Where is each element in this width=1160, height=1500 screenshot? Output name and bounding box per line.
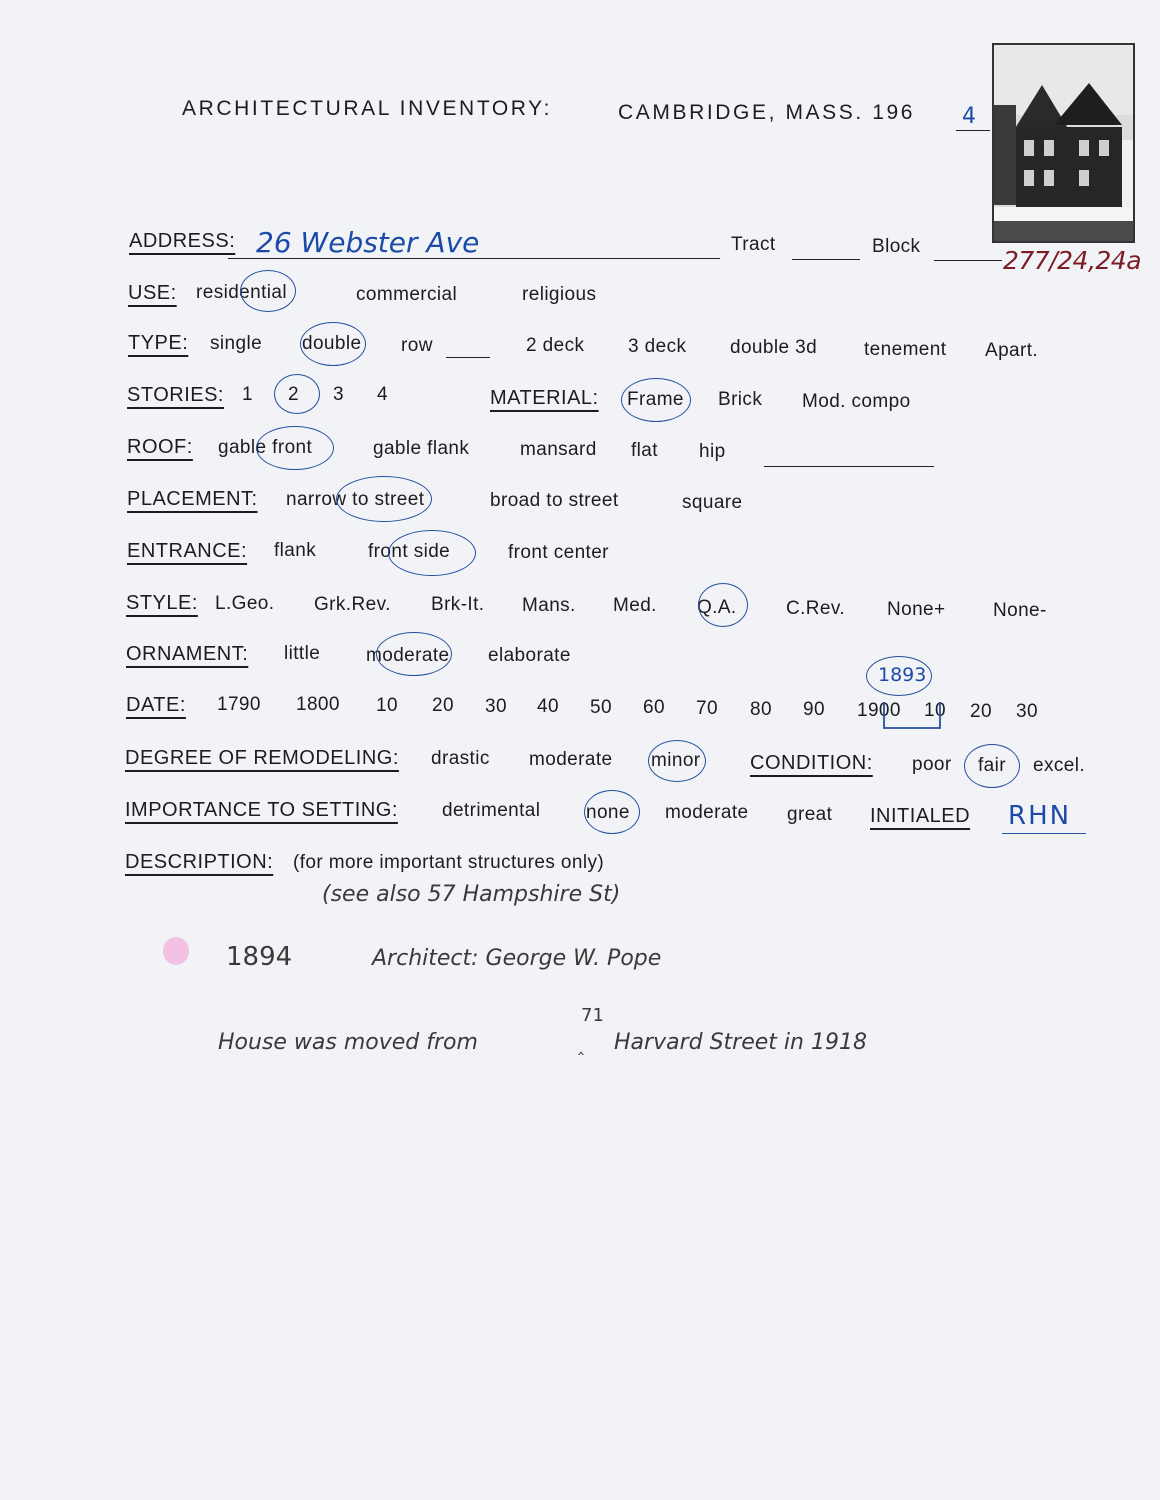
stories-selection-circle — [274, 374, 320, 414]
style-option-grk-rev: Grk.Rev. — [314, 594, 391, 615]
stories-option-4: 4 — [377, 384, 388, 405]
initialed-line — [1002, 833, 1086, 834]
use-option-commercial: commercial — [356, 284, 458, 305]
date-option-1910: 10 — [924, 700, 946, 721]
roof-other-line — [764, 466, 934, 467]
condition-option-poor: poor — [912, 754, 952, 775]
style-option-qa: Q.A. — [697, 597, 737, 618]
ornament-option-little: little — [284, 643, 321, 664]
style-option-l-geo: L.Geo. — [215, 593, 275, 614]
address-line — [228, 258, 720, 259]
ornament-label: ORNAMENT: — [126, 643, 249, 665]
style-selection-circle — [698, 583, 748, 627]
date-option-1840: 40 — [537, 696, 559, 717]
tract-line — [792, 259, 860, 260]
date-option-1930: 30 — [1016, 701, 1038, 722]
material-option-mod-compo: Mod. compo — [802, 391, 911, 412]
style-option-brk-it: Brk-It. — [431, 594, 485, 615]
roof-option-hip: hip — [699, 441, 726, 462]
description-moved-number: 71 — [581, 1005, 604, 1026]
date-option-1870: 70 — [696, 698, 718, 719]
importance-option-none: none — [586, 802, 630, 823]
material-selection-circle — [621, 378, 691, 422]
roof-option-mansard: mansard — [520, 439, 597, 460]
stories-option-3: 3 — [333, 384, 344, 405]
block-line — [934, 260, 1002, 261]
date-range-bracket — [880, 700, 950, 734]
address-label: ADDRESS: — [129, 230, 236, 252]
year-underline — [956, 130, 990, 131]
tract-label: Tract — [731, 234, 776, 255]
caret-insert-mark: ‸ — [578, 1035, 585, 1056]
house-photo-icon — [994, 45, 1135, 243]
material-option-frame: Frame — [627, 389, 684, 410]
style-option-med: Med. — [613, 595, 657, 616]
form-title: ARCHITECTURAL INVENTORY: — [182, 97, 553, 120]
style-option-none-minus: None- — [993, 600, 1047, 621]
description-moved-prefix: House was moved from — [218, 1030, 478, 1055]
type-option-3-deck: 3 deck — [628, 336, 687, 357]
importance-option-detrimental: detrimental — [442, 800, 541, 821]
style-option-c-rev: C.Rev. — [786, 598, 846, 619]
type-option-double: double — [302, 333, 362, 354]
stories-label: STORIES: — [127, 384, 224, 406]
use-label: USE: — [128, 282, 177, 304]
form-city: CAMBRIDGE, MASS. 196 — [618, 101, 916, 124]
type-selection-circle — [300, 322, 366, 366]
date-option-1800: 1800 — [296, 694, 340, 715]
remodeling-selection-circle — [648, 740, 706, 782]
date-label: DATE: — [126, 694, 186, 716]
initialed-label: INITIALED — [870, 805, 971, 827]
remodeling-option-minor: minor — [651, 750, 701, 771]
date-option-1820: 20 — [432, 695, 454, 716]
ornament-option-elaborate: elaborate — [488, 645, 571, 666]
description-note: (for more important structures only) — [293, 852, 605, 873]
style-option-none-plus: None+ — [887, 599, 946, 620]
material-label: MATERIAL: — [490, 387, 599, 409]
roof-option-gable-front: gable front — [218, 437, 313, 458]
placement-option-square: square — [682, 492, 743, 513]
year-digit: 4 — [962, 104, 976, 129]
use-option-residential: residential — [196, 282, 288, 303]
initialed-value: RHN — [1008, 801, 1072, 831]
date-annotation: 1893 — [878, 664, 927, 686]
entrance-label: ENTRANCE: — [127, 540, 248, 562]
type-option-tenement: tenement — [864, 339, 947, 360]
date-option-1890: 90 — [803, 699, 825, 720]
description-architect: Architect: George W. Pope — [372, 946, 662, 971]
date-option-1790: 1790 — [217, 694, 261, 715]
use-option-religious: religious — [522, 284, 597, 305]
block-value: 277/24,24a — [1003, 246, 1142, 275]
type-label: TYPE: — [128, 332, 189, 354]
remodeling-label: DEGREE OF REMODELING: — [125, 747, 399, 769]
type-option-double-3d: double 3d — [730, 337, 818, 358]
date-option-1850: 50 — [590, 697, 612, 718]
material-option-brick: Brick — [718, 389, 763, 410]
importance-label: IMPORTANCE TO SETTING: — [125, 799, 398, 821]
condition-label: CONDITION: — [750, 752, 873, 774]
type-option-single: single — [210, 333, 263, 354]
ornament-selection-circle — [376, 632, 452, 676]
date-option-1900: 1900 — [857, 700, 901, 721]
type-option-2-deck: 2 deck — [526, 335, 585, 356]
style-option-mans: Mans. — [522, 595, 576, 616]
condition-selection-circle — [964, 744, 1020, 788]
roof-option-gable-flank: gable flank — [373, 438, 470, 459]
entrance-option-front-center: front center — [508, 542, 609, 563]
date-option-1830: 30 — [485, 696, 507, 717]
block-label: Block — [872, 236, 921, 257]
remodeling-option-drastic: drastic — [431, 748, 490, 769]
description-moved-suffix: Harvard Street in 1918 — [614, 1030, 867, 1055]
address-value: 26 Webster Ave — [256, 226, 480, 259]
stories-option-1: 1 — [242, 384, 253, 405]
entrance-selection-circle — [388, 530, 476, 576]
date-option-1880: 80 — [750, 699, 772, 720]
style-label: STYLE: — [126, 592, 198, 614]
entrance-option-flank: flank — [274, 540, 317, 561]
roof-label: ROOF: — [127, 436, 193, 458]
date-option-1810: 10 — [376, 695, 398, 716]
type-option-row: row — [401, 335, 433, 356]
placement-label: PLACEMENT: — [127, 488, 258, 510]
placement-option-narrow: narrow to street — [286, 489, 425, 510]
condition-option-fair: fair — [978, 755, 1006, 776]
stories-option-2: 2 — [288, 384, 299, 405]
pink-mark — [163, 937, 189, 965]
date-option-1920: 20 — [970, 701, 992, 722]
entrance-option-front-side: front side — [368, 541, 451, 562]
condition-option-excel: excel. — [1033, 755, 1086, 776]
remodeling-option-moderate: moderate — [529, 749, 613, 770]
type-row-line — [446, 357, 490, 358]
description-year: 1894 — [226, 942, 293, 972]
importance-selection-circle — [584, 790, 640, 834]
placement-option-broad: broad to street — [490, 490, 619, 511]
roof-option-flat: flat — [631, 440, 658, 461]
date-option-1860: 60 — [643, 697, 665, 718]
description-see-also: (see also 57 Hampshire St) — [322, 882, 621, 907]
importance-option-moderate: moderate — [665, 802, 749, 823]
roof-selection-circle — [256, 426, 334, 470]
placement-selection-circle — [336, 476, 432, 522]
type-option-apart: Apart. — [985, 340, 1039, 361]
use-selection-circle — [240, 270, 296, 312]
house-photo — [992, 43, 1135, 243]
ornament-option-moderate: moderate — [366, 645, 450, 666]
description-label: DESCRIPTION: — [125, 851, 274, 873]
importance-option-great: great — [787, 804, 833, 825]
